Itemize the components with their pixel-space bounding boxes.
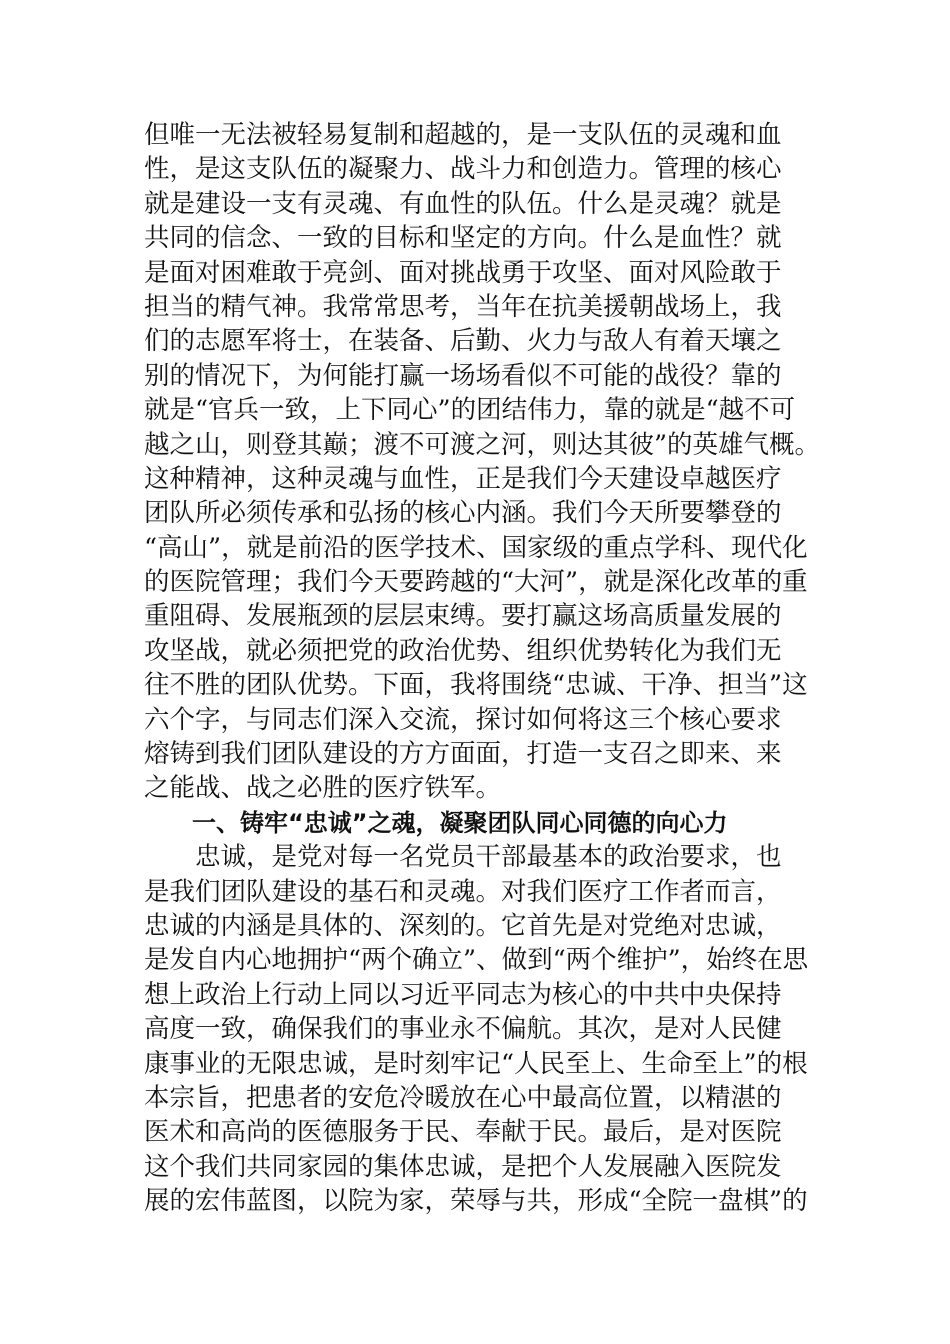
text-line: 想上政治上行动上同以习近平同志为核心的中共中央保持 [144,979,782,1010]
text-line: 忠诚的内涵是具体的、深刻的。它首先是对党绝对忠诚， [144,910,782,941]
text-line: 六个字，与同志们深入交流，探讨如何将这三个核心要求 [144,704,782,735]
text-line: 的医院管理；我们今天要跨越的“大河”，就是深化改革的重 [144,567,808,598]
body-text [144,118,821,1219]
text-line: 越之山，则登其巅；渡不可渡之河，则达其彼”的英雄气概。 [144,429,821,460]
text-line: 重阻碍、发展瓶颈的层层束缚。要打赢这场高质量发展的 [144,601,782,632]
text-line: 就是“官兵一致，上下同心”的团结伟力，靠的就是“越不可 [144,395,796,426]
text-line: 是发自内心地拥护“两个确立”、做到“两个维护”，始终在思 [144,945,809,976]
text-line: 担当的精气神。我常常思考，当年在抗美援朝战场上，我 [144,291,782,322]
text-line: 本宗旨，把患者的安危冷暖放在心中最高位置，以精湛的 [144,1082,782,1113]
text-line: 这个我们共同家园的集体忠诚，是把个人发展融入医院发 [144,1151,782,1182]
text-line: 别的情况下，为何能打赢一场场看似不可能的战役？靠的 [144,360,782,391]
text-line: 共同的信念、一致的目标和坚定的方向。什么是血性？就 [144,223,782,254]
section-heading: 一、铸牢“忠诚”之魂，凝聚团队同心同德的向心力 [144,808,728,837]
text-line: “高山”，就是前沿的医学技术、国家级的重点学科、现代化 [144,532,808,563]
text-line: 性，是这支队伍的凝聚力、战斗力和创造力。管理的核心 [144,154,782,185]
text-line: 忠诚，是党对每一名党员干部最基本的政治要求，也 [144,842,782,873]
text-line: 之能战、战之必胜的医疗铁军。 [144,773,502,804]
text-line: 是我们团队建设的基石和灵魂。对我们医疗工作者而言， [144,876,782,907]
text-line: 康事业的无限忠诚，是时刻牢记“人民至上、生命至上”的根 [144,1048,808,1079]
text-line: 就是建设一支有灵魂、有血性的队伍。什么是灵魂？就是 [144,188,782,219]
text-line: 团队所必须传承和弘扬的核心内涵。我们今天所要攀登的 [144,498,782,529]
text-line: 是面对困难敢于亮剑、面对挑战勇于攻坚、面对风险敢于 [144,257,782,288]
text-line: 展的宏伟蓝图，以院为家，荣辱与共，形成“全院一盘棋”的 [144,1186,808,1217]
text-line: 医术和高尚的医德服务于民、奉献于民。最后，是对医院 [144,1117,782,1148]
text-line: 高度一致，确保我们的事业永不偏航。其次，是对人民健 [144,1014,782,1045]
text-line: 但唯一无法被轻易复制和超越的，是一支队伍的灵魂和血 [144,120,782,150]
text-line: 熔铸到我们团队建设的方方面面，打造一支召之即来、来 [144,739,782,770]
text-line: 们的志愿军将士，在装备、后勤、火力与敌人有着天壤之 [144,326,782,357]
text-line: 这种精神，这种灵魂与血性，正是我们今天建设卓越医疗 [144,463,782,494]
text-line: 往不胜的团队优势。下面，我将围绕“忠诚、干净、担当”这 [144,670,808,701]
text-line: 攻坚战，就必须把党的政治优势、组织优势转化为我们无 [144,635,782,666]
